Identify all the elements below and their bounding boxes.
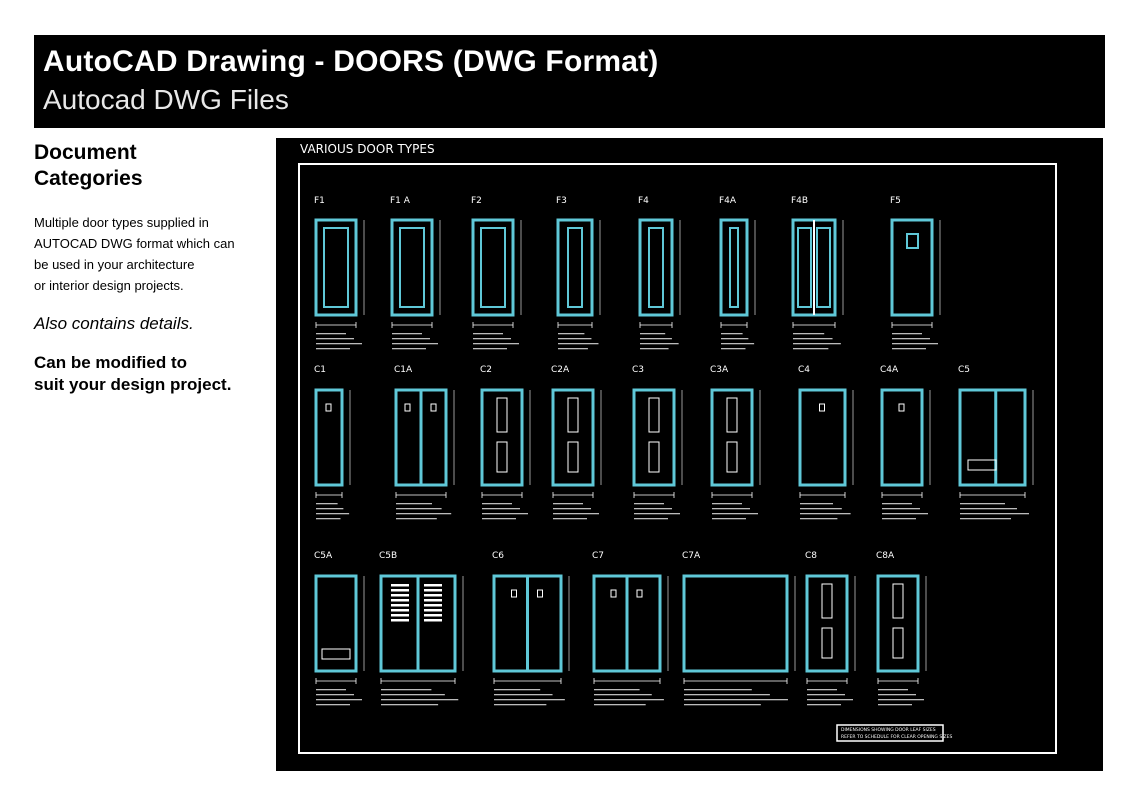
louvre-blade xyxy=(391,589,409,592)
spec-note-line xyxy=(482,518,516,519)
spec-note-line xyxy=(473,333,503,334)
drawing-note-line1: DIMENSIONS SHOWING DOOR LEAF SIZES xyxy=(841,728,936,733)
spec-note-line xyxy=(594,694,652,695)
spec-note-line xyxy=(800,513,851,514)
spec-note-line xyxy=(800,518,837,519)
door-panel xyxy=(649,228,663,307)
louvre-blade xyxy=(424,589,442,592)
door-leaf xyxy=(473,220,513,315)
door-type-label: C7 xyxy=(592,551,605,561)
door-type-label: C2A xyxy=(551,365,570,375)
door-type-label: C2 xyxy=(480,365,493,375)
glazing-panel xyxy=(822,628,832,658)
spec-note-line xyxy=(558,338,591,339)
spec-note-line xyxy=(482,503,512,504)
spec-note-line xyxy=(721,333,743,334)
door-type-label: C5 xyxy=(958,365,971,375)
spec-note-line xyxy=(878,694,916,695)
door-type-label: C5B xyxy=(379,551,398,561)
spec-note-line xyxy=(594,704,646,705)
details-note: Also contains details. xyxy=(34,314,194,333)
louvre-blade xyxy=(391,599,409,602)
spec-note-line xyxy=(882,503,912,504)
spec-note-line xyxy=(316,338,354,339)
spec-note-line xyxy=(381,704,438,705)
door-leaf xyxy=(960,390,1025,485)
spec-note-line xyxy=(553,508,591,509)
spec-note-line xyxy=(553,503,583,504)
louvre-blade xyxy=(391,619,409,622)
door-lock-detail xyxy=(431,404,436,411)
door-type-label: C3 xyxy=(632,365,645,375)
spec-note-line xyxy=(807,694,845,695)
drawing-frame xyxy=(299,164,1056,753)
modify-note-line1: Can be modified to xyxy=(34,353,187,372)
categories-heading-line2: Categories xyxy=(34,167,143,190)
door-leaf xyxy=(721,220,747,315)
door-panel xyxy=(568,228,582,307)
door-type-label: C7A xyxy=(682,551,701,561)
door-lock-detail xyxy=(405,404,410,411)
spec-note-line xyxy=(473,338,511,339)
door-leaf xyxy=(392,220,432,315)
cad-drawing-canvas xyxy=(276,138,1103,771)
spec-note-line xyxy=(793,338,833,339)
door-type-label: C3A xyxy=(710,365,729,375)
spec-note-line xyxy=(640,343,679,344)
door-type-label: F4 xyxy=(638,196,649,206)
door-type-label: F2 xyxy=(471,196,482,206)
vision-panel xyxy=(907,234,918,248)
spec-note-line xyxy=(316,513,349,514)
spec-note-line xyxy=(640,338,672,339)
spec-note-line xyxy=(807,699,853,700)
page-subtitle: Autocad DWG Files xyxy=(43,84,289,115)
door-type-label: F3 xyxy=(556,196,567,206)
spec-note-line xyxy=(316,694,354,695)
drawing-title: VARIOUS DOOR TYPES xyxy=(300,142,435,156)
door-type-label: F1 xyxy=(314,196,325,206)
door-panel xyxy=(817,228,830,307)
spec-note-line xyxy=(684,699,788,700)
spec-note-line xyxy=(392,338,430,339)
spec-note-line xyxy=(396,513,451,514)
door-panel xyxy=(481,228,505,307)
spec-note-line xyxy=(558,333,584,334)
door-lock-detail xyxy=(512,590,517,597)
spec-note-line xyxy=(316,518,340,519)
louvre-blade xyxy=(391,614,409,617)
spec-note-line xyxy=(892,348,926,349)
louvre-blade xyxy=(391,604,409,607)
spec-note-line xyxy=(960,508,1017,509)
glazing-panel xyxy=(568,442,578,472)
spec-note-line xyxy=(392,348,426,349)
page-header xyxy=(34,35,1105,128)
door-lock-detail xyxy=(820,404,825,411)
door-type-label: C8A xyxy=(876,551,895,561)
louvre-blade xyxy=(391,584,409,587)
door-leaf xyxy=(316,220,356,315)
louvre-blade xyxy=(424,599,442,602)
door-type-label: C8 xyxy=(805,551,818,561)
door-panel xyxy=(798,228,811,307)
spec-note-line xyxy=(494,699,565,700)
spec-note-line xyxy=(960,518,1011,519)
door-leaf xyxy=(558,220,592,315)
spec-note-line xyxy=(316,348,350,349)
door-lock-detail xyxy=(637,590,642,597)
spec-note-line xyxy=(712,513,758,514)
door-leaf xyxy=(553,390,593,485)
spec-note-line xyxy=(878,699,924,700)
spec-note-line xyxy=(381,694,445,695)
spec-note-line xyxy=(793,348,828,349)
glazing-panel xyxy=(649,442,659,472)
spec-note-line xyxy=(960,503,1005,504)
spec-note-line xyxy=(316,704,350,705)
door-kick-plate xyxy=(968,460,996,470)
description xyxy=(34,212,264,296)
louvre-blade xyxy=(391,594,409,597)
door-panel xyxy=(730,228,738,307)
spec-note-line xyxy=(882,508,920,509)
page-title: AutoCAD Drawing - DOORS (DWG Format) xyxy=(43,45,659,78)
description-line: or interior design projects. xyxy=(34,278,184,293)
spec-note-line xyxy=(316,333,346,334)
spec-note-line xyxy=(396,503,432,504)
categories-heading-line1: Document xyxy=(34,141,137,164)
spec-note-line xyxy=(712,518,746,519)
glazing-panel xyxy=(727,398,737,432)
door-type-label: C4A xyxy=(880,365,899,375)
spec-note-line xyxy=(640,333,665,334)
door-leaf xyxy=(482,390,522,485)
door-type-label: C5A xyxy=(314,551,333,561)
spec-note-line xyxy=(712,508,750,509)
glazing-panel xyxy=(893,584,903,618)
door-type-label: C4 xyxy=(798,365,811,375)
spec-note-line xyxy=(316,689,346,690)
glazing-panel xyxy=(568,398,578,432)
spec-note-line xyxy=(721,348,745,349)
glazing-panel xyxy=(497,398,507,432)
door-lock-detail xyxy=(611,590,616,597)
cad-drawing-preview xyxy=(276,138,1103,771)
spec-note-line xyxy=(482,513,528,514)
spec-note-line xyxy=(494,689,540,690)
door-panel xyxy=(324,228,348,307)
door-type-label: F5 xyxy=(890,196,901,206)
categories-heading xyxy=(34,140,264,192)
spec-note-line xyxy=(594,699,664,700)
spec-note-line xyxy=(553,513,599,514)
door-type-label: F4A xyxy=(719,196,737,206)
spec-note-line xyxy=(721,343,754,344)
door-leaf xyxy=(640,220,672,315)
description-line: AUTOCAD DWG format which can xyxy=(34,236,235,251)
door-type-label: C1A xyxy=(394,365,413,375)
glazing-panel xyxy=(727,442,737,472)
spec-note-line xyxy=(800,508,842,509)
spec-note-line xyxy=(684,694,770,695)
door-type-label: C6 xyxy=(492,551,505,561)
spec-note-line xyxy=(807,689,837,690)
description-line: Multiple door types supplied in xyxy=(34,215,209,230)
spec-note-line xyxy=(558,343,598,344)
spec-note-line xyxy=(640,348,669,349)
door-kick-plate xyxy=(322,649,350,659)
spec-note-line xyxy=(634,508,672,509)
louvre-blade xyxy=(424,619,442,622)
glazing-panel xyxy=(649,398,659,432)
spec-note-line xyxy=(316,343,362,344)
spec-note-line xyxy=(473,343,519,344)
spec-note-line xyxy=(473,348,507,349)
spec-note-line xyxy=(878,704,912,705)
spec-note-line xyxy=(494,704,546,705)
glazing-panel xyxy=(822,584,832,618)
spec-note-line xyxy=(960,513,1029,514)
spec-note-line xyxy=(396,518,437,519)
spec-note-line xyxy=(494,694,553,695)
modify-note xyxy=(34,352,264,396)
description-line: be used in your architecture xyxy=(34,257,195,272)
spec-note-line xyxy=(381,699,458,700)
spec-note-line xyxy=(392,343,438,344)
spec-note-line xyxy=(721,338,748,339)
spec-note-line xyxy=(892,343,938,344)
door-leaf xyxy=(684,576,787,671)
spec-note-line xyxy=(882,513,928,514)
glazing-panel xyxy=(497,442,507,472)
louvre-blade xyxy=(424,594,442,597)
louvre-blade xyxy=(424,614,442,617)
spec-note-line xyxy=(793,343,841,344)
spec-note-line xyxy=(316,503,338,504)
spec-note-line xyxy=(482,508,520,509)
sidebar xyxy=(34,140,264,396)
spec-note-line xyxy=(392,333,422,334)
spec-note-line xyxy=(634,503,664,504)
door-panel xyxy=(400,228,424,307)
spec-note-line xyxy=(634,518,668,519)
door-leaf xyxy=(634,390,674,485)
spec-note-line xyxy=(892,338,930,339)
louvre-blade xyxy=(424,584,442,587)
spec-note-line xyxy=(807,704,841,705)
spec-note-line xyxy=(553,518,587,519)
spec-note-line xyxy=(684,689,752,690)
door-lock-detail xyxy=(538,590,543,597)
modify-note-line2: suit your design project. xyxy=(34,375,232,394)
door-leaf xyxy=(807,576,847,671)
spec-note-line xyxy=(316,699,362,700)
door-leaf xyxy=(878,576,918,671)
spec-note-line xyxy=(882,518,916,519)
spec-note-line xyxy=(558,348,588,349)
drawing-note-line2: REFER TO SCHEDULE FOR CLEAR OPENING SIZES xyxy=(841,735,953,740)
spec-note-line xyxy=(594,689,640,690)
door-type-label: C1 xyxy=(314,365,327,375)
door-leaf xyxy=(712,390,752,485)
door-lock-detail xyxy=(899,404,904,411)
spec-note-line xyxy=(634,513,680,514)
spec-note-line xyxy=(684,704,761,705)
spec-note-line xyxy=(316,508,343,509)
glazing-panel xyxy=(893,628,903,658)
door-lock-detail xyxy=(326,404,331,411)
spec-note-line xyxy=(800,503,833,504)
door-elevations xyxy=(314,196,1033,705)
louvre-blade xyxy=(424,609,442,612)
spec-note-line xyxy=(381,689,431,690)
spec-note-line xyxy=(878,689,908,690)
louvre-blade xyxy=(424,604,442,607)
spec-note-line xyxy=(892,333,922,334)
door-type-label: F1 A xyxy=(390,196,410,206)
spec-note-line xyxy=(712,503,742,504)
door-type-label: F4B xyxy=(791,196,809,206)
spec-note-line xyxy=(793,333,824,334)
louvre-blade xyxy=(391,609,409,612)
spec-note-line xyxy=(396,508,442,509)
